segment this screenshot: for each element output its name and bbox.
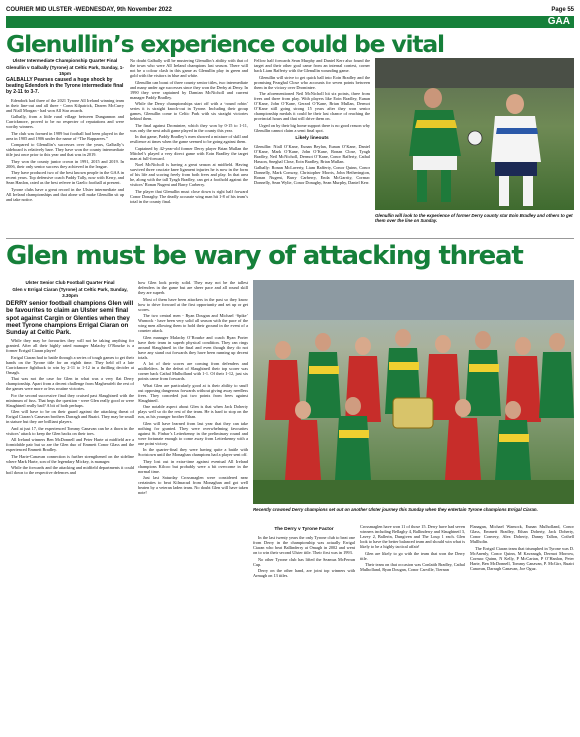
story1-photo-caption: Glenullin will look to the experience of former Derry county star Eoin Bradley and others to get them over the line on Sunday.	[375, 213, 573, 224]
story2-paragraph: No other Tyrone club has lifted the Seamus McFerran Cup.	[253, 556, 355, 567]
section-bar	[6, 16, 574, 28]
story1-paragraph: Urged on by their big home support there is no good reason why Glenullin cannot claim a semi final spot.	[254, 122, 370, 133]
story2-paragraph: For the second successive final they cruised past Slaughtneil with the minimum of fuss. That begs the question - were Glen really good or were Slaughtneil really bad? A bit of both perhaps.	[6, 392, 134, 408]
story1-paragraph: Glenullin can boast of three county senior titles, two intermediate and many under age successes since they won the Derby at Derry. In 1990 they were captained by Damian McNicholl and current manager Paddy Bradley.	[130, 79, 248, 100]
story1-paragraph: Captained by 42-year-old former Derry player Brian Mullan the Mitchel’s played a very direct game with Eoin Bradley the target man at full-forward.	[130, 145, 248, 161]
story1-paragraph: Tyrone clubs have a great record in the Ulster intermediate and All Ireland championships and that alone will make Glenullin sit up and take notice.	[6, 186, 124, 202]
story2-paragraph: That was not the case for Glen in what was a very flat Derry championship. Apart from a decent challenge from Magherafelt the rest of the games were more or less routine victories.	[6, 376, 134, 392]
story2-paragraph: What Glen are particularly good at is their ability to snuff out opposing dangerous forwards without giving away needless frees. They conceded just two points from frees against Slaughtneil.	[138, 382, 248, 403]
story2-paragraph: Most of them have been attackers in the past so they know how to drive forward at the first opportunity and set up or get scores.	[138, 296, 248, 312]
story1-paragraph: No doubt Galbally will be mustering Glenullin’s ability with that of the town who were All Ireland champions last season. There will not be a colour clash in this game as Glenullin play in green and gold with the visitors in blue and white.	[130, 58, 248, 78]
page-number: Page 55	[551, 7, 574, 13]
story2-paragraph: All Ireland winners Ben McDonnell and Peter Harte at midfield are a formidable pair but so are the Glen duo of Emmett Conor Glass and the experienced Emmett Bradley.	[6, 437, 134, 453]
story1-fixture: Glenullin v Galbally (Tyrone) at Celtic Park, Sunday, 1-15pm	[6, 65, 124, 76]
story2-photo-caption: Recently crowned Derry champions set out on another Ulster journey this Sunday when they entertain Tyrone champions Errigal Ciaran.	[253, 507, 538, 512]
story2-paragraph: Errigal Ciaran had to battle through a series of tough games to get their hands on the Tyrone title for an eighth time. They held off a late Carrickmore fightback to win by 2-11 to 1-12 in a thrilling decider at Omagh.	[6, 354, 134, 375]
story1-paragraph: The player that Glenullin must close down is right half forward Conor Donaghy. The deadly accurate wing man hit 1-8 of his team’s total in the county final.	[130, 188, 248, 204]
story1-paragraph: While the Derry championships start off with a ‘round robin’ series it is straight knock-out in Tyrone. Including their group games, Glenullin come to Celtic Park with six straight victories behind them.	[130, 101, 248, 121]
story2-col4	[360, 524, 465, 732]
team-celebration-image	[253, 280, 574, 504]
story2-paragraph: The two central men - Ryan Dougan and Michael ‘Spike’ Warnock - have been very solid all season with the pace of the wing men allowing them to hold their ground in the event of a counter attack.	[138, 313, 248, 333]
story2-paragraph: Glen will have learned from last year that they can take nothing for granted. They were overwhelming favourites against St. Finbar’s Letterkenny in the preliminary round and were fortunate enough to come away from Letterkenny with a one point victory.	[138, 420, 248, 446]
masthead	[6, 4, 574, 16]
glenullin-lineout: Glenullin: Niall O’Kane, Eunan Beylan, Eunan O’Kane, Daniel O’Kane, Mark O’Kane, John O’Kane, Ronan Close, Tyagh Bradley, Neil McNicholl, Dermot O’Kane, Conor Rafferty, Cathal Hasson, Sneghal Close, Eoin Bradley, Brian Mullan.	[254, 143, 370, 164]
section-label: GAA	[547, 16, 570, 27]
story2-paragraph: One notable aspect about Glen is that when Jack Doherty plays well so do the rest of the team. He is hard to stop on the run, as his younger brother Ethan.	[138, 404, 248, 419]
story2-paragraph: Glen will have to be on their guard against the attacking threat of Errigal Ciaran’s Canavan brothers Darragh and Ruairi. They may be small in stature but they are brilliant players.	[6, 409, 134, 425]
story2-col3	[253, 524, 355, 732]
story2-kicker: Ulster Senior Club Football Quarter Final	[25, 280, 115, 285]
story2-paragraph: Glen are likely to go with the team that won the Derry title.	[360, 550, 465, 561]
story2-col2	[138, 280, 248, 732]
story2-fixture: Glen v Errigal Ciaran (Tyrone) at Celtic Park, Sunday, 3.30pm	[12, 287, 128, 298]
galbally-lineout: Galbally: Ronan McLaverty, Liam Rafferty, Conor Quinn, Conor Donnelly, Mark Conway, Christopher Morris, John Hetherington, Ronan Nugent, Barry Carberry, Enda McGarrity, Cormac Donnelly, Sean Wylie, Conor Donaghy, Sean Murphy, Daniel Kerr.	[254, 165, 370, 185]
story1-col2	[130, 58, 248, 232]
story1-headline: Glenullin’s experience could be vital	[6, 30, 444, 58]
story1-paragraph: They have produced two of the best known people in the GAA in recent years. Top defensive coach Paddy Tally, now with Kerry, and Sean Hanlon, rated as the best referee in Gaelic football at present.	[6, 170, 124, 186]
story1-paragraph: They won the county junior crown in 1991, 2015 and 2019. In 2006, their only senior success they achieved in the league.	[6, 158, 124, 169]
story2-lead: DERRY senior football champions Glen will be favourites to claim an Ulster semi final spot against Cargin or Glenties when they meet Tyrone champions Errigal Ciaran on Sunday at Celtic Park.	[6, 300, 134, 337]
story2-paragraph: In the quarter-final they were having quite a battle with Scotstown until the Monaghan champions had a player sent off.	[138, 447, 248, 457]
story2-paragraph: Derry on the other hand, are joint top winners with Armagh on 13 titles.	[253, 568, 355, 578]
football-action-image	[375, 58, 574, 210]
story2-paragraph: A lot of their scores are coming from defenders and midfielders. In the defeat of Slaughtneil their top scorer was corner back Cathal Mulholland with 1-1. Of their 1-12, just six points came from forwards.	[138, 361, 248, 381]
story2-paragraph: While the forwards and the attacking and midfield departments it could boil down to the respective defences and	[6, 465, 134, 476]
story2-headline: Glen must be wary of attacking threat	[6, 241, 523, 271]
story2-paragraph: They lost out in extra-time against eventual All Ireland champions Kilcoo but probably were a bit overcome in the normal time.	[138, 458, 248, 474]
story2-photo	[253, 280, 574, 504]
story2-paragraph: While they may be favourites they will not be taking anything for granted. After all their highly rated manager Malachy O’Rourke is a former Errigal Ciaran player!	[6, 338, 134, 354]
story2-paragraph: And at just 17, the experienced Tommy Canavan can be a thorn in the visitors’ attack to keep the Glen backs on their toes.	[6, 425, 134, 436]
story1-kicker: Ulster Intermediate Championship Quarter Final	[12, 58, 118, 63]
story2-col5	[470, 524, 574, 732]
story1-paragraph: Galbally, from a little rural village between Dungannon and Carrickmore, proved to be no respecter of reputations and were worthy winners.	[6, 114, 124, 130]
story2-col1	[6, 280, 134, 732]
story1-photo	[375, 58, 574, 210]
story1-paragraph: Noel McNicholl is having a great season at midfield. Having survived three cruciate knee ligament injuries he is now in the form of his life and scoring freely from both frees and play. In that area he, along with the tall Tyagh Bradley, can get a foothold against the visitors’ Ronan Nugent and Barry Carberry.	[130, 162, 248, 187]
derry-tyrone-heading: The Derry v Tyrone Factor	[274, 527, 334, 532]
story2-paragraph: Flanagan, Michael Warnock, Eunan Mulholland, Conor Glass, Emmett Bradley, Ethan Doherty, Jack Doherty, Conor Convery, Alex Doherty, Danny Tallon, Cothell Mullholin.	[470, 524, 574, 544]
story2-paragraph: The Harte-Canavan connection is further strengthened on the sideline where Mark Harte, son of the legendary Mickey, is manager.	[6, 453, 134, 464]
story1-col1	[6, 58, 124, 232]
masthead-date: COURIER MID ULSTER -WEDNESDAY, 9th November 2022	[6, 7, 172, 13]
story2-paragraph: The Errigal Ciaran team that triumphed in Tyrone was D. McAnenly, Conor Quinn, M Kavanagh, Dermot Morrow, Cormac Quinn, N Kelly, P McCartan, P O’Hanlon, Peter Harte, Ben McDonnell, Tommy Canavan, P. McGirr, Ruairi Canavan, Darragh Canavan, Joe Oguz.	[470, 545, 574, 571]
story1-paragraph: The final against Dromintee, which they won by 0-15 to 1-11, was only the next adult game played in the county this year.	[130, 122, 248, 133]
story1-paragraph: The aforementioned Neil McNicholl hit six points, three from frees and three from play. With players like Eoin Bradley, Eunan O’Kane, John O’Kane, Gerard O’Kane, Brian Mullan, Dermot O’Kane still going strong 15 years after they won senior championship medals it could be their last chance of reaching the provincial hours and that will drive them on.	[254, 91, 370, 121]
likely-lineouts-heading: Likely lineouts	[295, 135, 329, 141]
story1-paragraph: In that game, Paddy Bradley’s men showed a mixture of skill and resilience at times when the game seemed to be going against them.	[130, 134, 248, 144]
story2-paragraph: Their team on that occasion was Conlaith Bradley, Cathal Mulholland, Ryan Dougan, Conor Carville, Tiernan	[360, 562, 465, 572]
divider	[6, 238, 574, 239]
story2-paragraph: In the last twenty years the only Tyrone club to beat one from Derry in the championship was actually Errigal Ciaran who beat Ballinderry at Omagh in 2002 and went on to win their second Ulster title. Their first was in 1993.	[253, 535, 355, 555]
story2-paragraph: how Glen look pretty solid. They may not be the tallest defenders in the game but are sheer pace and all round skill they are superb.	[138, 280, 248, 295]
story1-lead: GALBALLY Pearses caused a huge shock by beating Edendork in the Tyrone intermediate final by 2-11 to 3-7.	[6, 77, 124, 96]
story1-col3	[254, 58, 370, 234]
story1-paragraph: Fellow half forwards Sean Murphy and Daniel Kerr also found the target and their other goal came from an internal contest, corner back Liam Rafferty with the Glenullin wounding game.	[254, 58, 370, 73]
story1-paragraph: Edendork had three of the 2021 Tyrone All Ireland winning team in their line-out and all three - Conn Kilpatrick, Darren McCurry and Niall Morgan - had won All Star awards.	[6, 97, 124, 113]
story2-paragraph: Crossmaglen have won 11 of those 15. Derry have had seven winners including Bellaghy 4, Ballinderry and Slaughtneil 3, Lavey 2, Ballerin, Dungiven and The Loup 1 each. Glen look to have the better balanced team and should win what is likely to be a highly tactical affair!	[360, 524, 465, 549]
story1-paragraph: Compared to Glenullin’s successes over the years, Galbally’s sideboard is relatively bare. They have won the county intermediate title just once prior to this year and that was in 2019.	[6, 142, 124, 158]
story2-paragraph: Glen manager Malachy O’Rourke and coach Ryan Porter have their team in superb physical condition. They ran rings around Slaughtneil in the final and even though they do not have any stand out forwards they have been running up decent totals.	[138, 334, 248, 360]
story1-paragraph: Glenullin will strive to get quick ball into Eoin Bradley and the promising Fearghal Close who accounts for seven points between them in the victory over Dromintee.	[254, 74, 370, 90]
story2-paragraph: Just last Saturday Crossmaglen were considered near certainties to beat Kilmacud from Monaghan and got well beaten by a veteran laden team. No doubt Glen will have taken note!	[138, 475, 248, 495]
story1-paragraph: The club was formed in 1989 but football had been played in the area in 1905 and 1906 under the name of “The Rapparees.”	[6, 130, 124, 141]
